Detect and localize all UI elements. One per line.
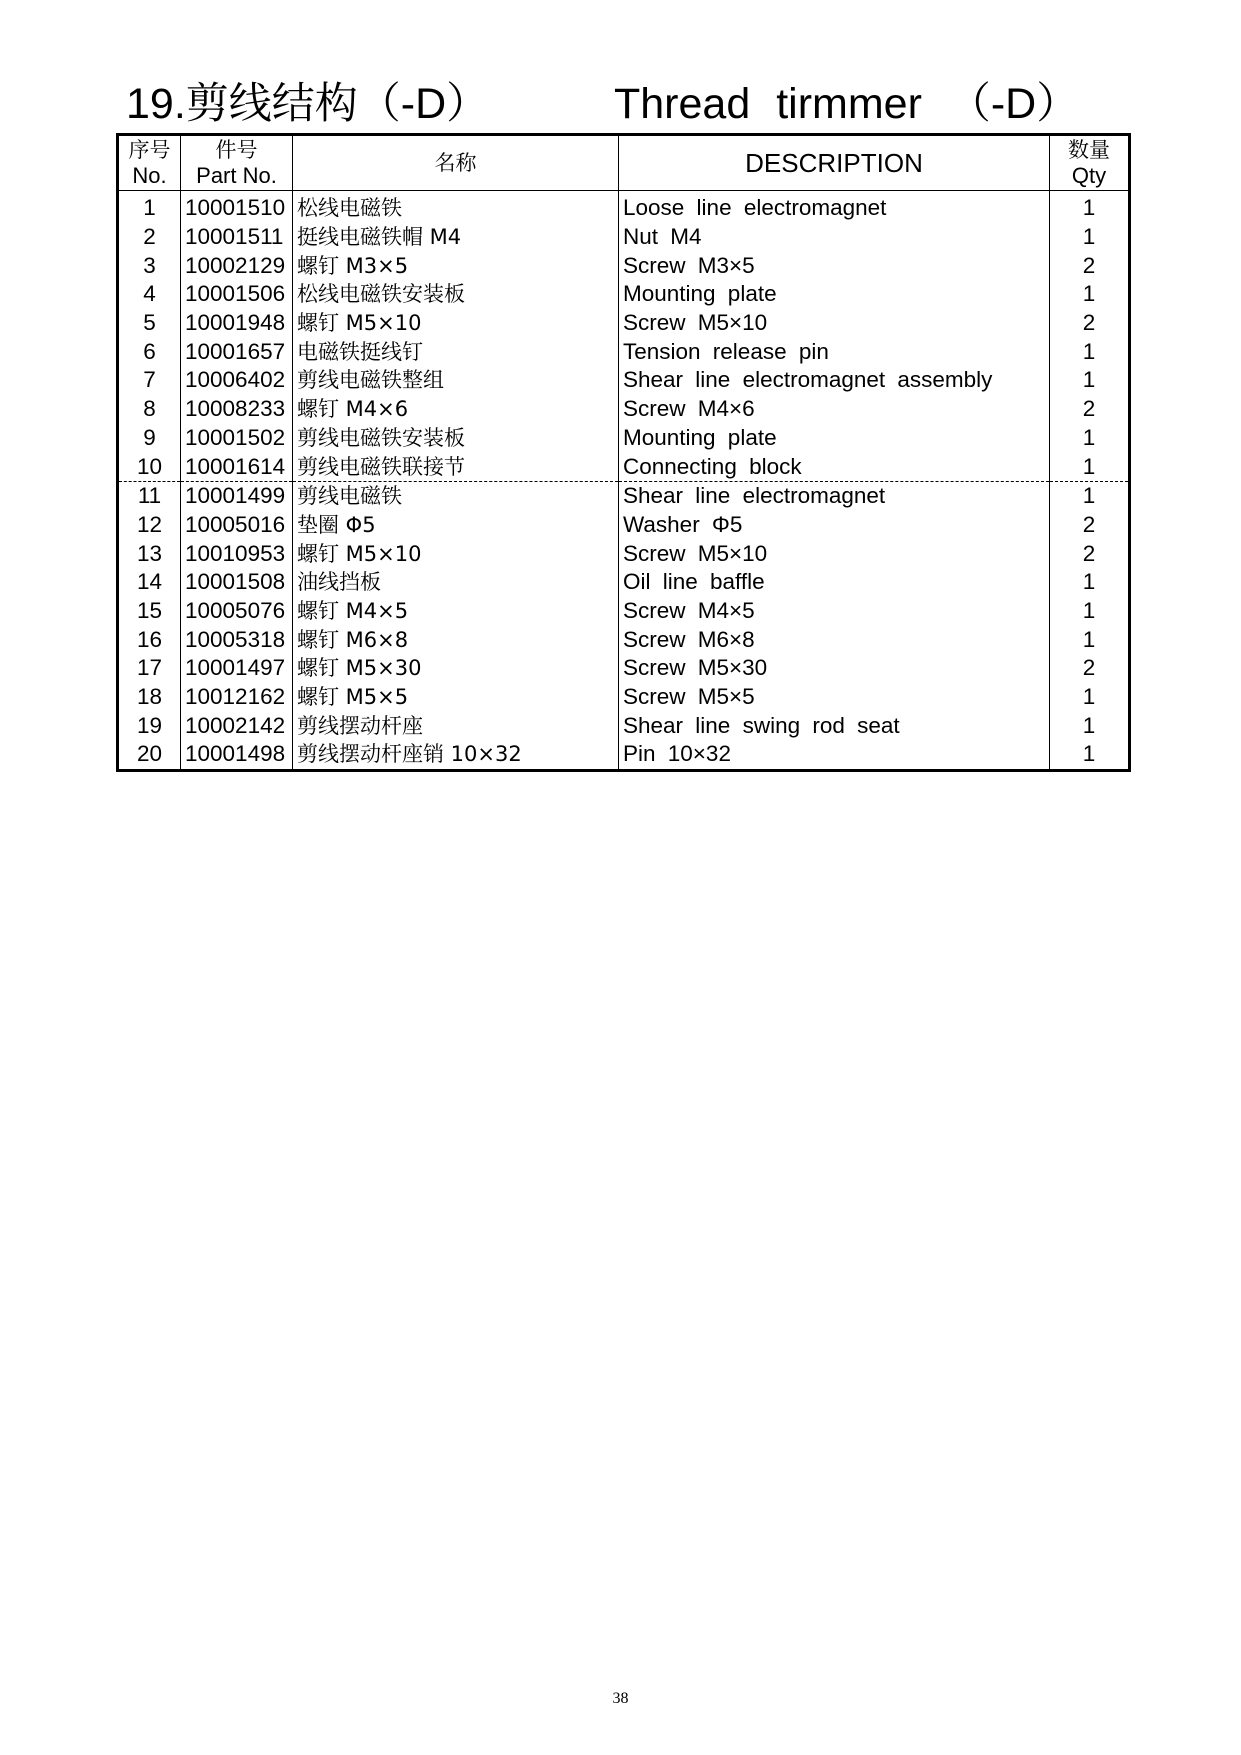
description: Shear line swing rod seat [619, 711, 1050, 740]
part-number: 10001657 [181, 337, 293, 366]
description: Screw M5×30 [619, 654, 1050, 683]
part-number: 10001499 [181, 481, 293, 510]
table-header-row [118, 135, 1130, 191]
part-name-cn: 剪线摆动杆座销 10×32 [293, 740, 619, 770]
description: Tension release pin [619, 337, 1050, 366]
part-name-cn: 剪线电磁铁安装板 [293, 424, 619, 453]
part-name-cn: 剪线电磁铁联接节 [293, 452, 619, 481]
title-english: Thread tirmmer （-D） [614, 80, 1080, 128]
part-number: 10001497 [181, 654, 293, 683]
row-number: 20 [118, 740, 181, 770]
part-number: 10005318 [181, 625, 293, 654]
header-part-cn: 件号 [215, 138, 258, 162]
quantity: 2 [1050, 654, 1130, 683]
row-number: 6 [118, 337, 181, 366]
description: Screw M4×5 [619, 597, 1050, 626]
parts-table-body [118, 191, 1130, 771]
header-no-cn: 序号 [128, 138, 171, 162]
row-number: 12 [118, 511, 181, 540]
part-name-cn: 剪线电磁铁整组 [293, 366, 619, 395]
part-name-cn: 松线电磁铁安装板 [293, 280, 619, 309]
row-number: 13 [118, 539, 181, 568]
table-row [118, 711, 1130, 740]
description: Washer Φ5 [619, 511, 1050, 540]
part-number: 10002129 [181, 251, 293, 280]
quantity: 2 [1050, 251, 1130, 280]
quantity: 1 [1050, 568, 1130, 597]
table-row [118, 191, 1130, 223]
header-description: DESCRIPTION [619, 135, 1050, 191]
part-number: 10002142 [181, 711, 293, 740]
header-part-no [181, 135, 293, 191]
header-qty [1050, 135, 1130, 191]
part-name-cn: 松线电磁铁 [293, 191, 619, 223]
row-number: 5 [118, 309, 181, 338]
part-number: 10001502 [181, 424, 293, 453]
table-row [118, 395, 1130, 424]
part-number: 10012162 [181, 683, 293, 712]
table-row [118, 740, 1130, 770]
table-row [118, 452, 1130, 481]
part-number: 10005076 [181, 597, 293, 626]
quantity: 2 [1050, 395, 1130, 424]
quantity: 1 [1050, 337, 1130, 366]
row-number: 14 [118, 568, 181, 597]
header-no-en: No. [132, 163, 167, 188]
table-row [118, 539, 1130, 568]
part-name-cn: 油线挡板 [293, 568, 619, 597]
description: Screw M4×6 [619, 395, 1050, 424]
row-number: 10 [118, 452, 181, 481]
description: Mounting plate [619, 280, 1050, 309]
row-number: 1 [118, 191, 181, 223]
row-number: 15 [118, 597, 181, 626]
part-number: 10001508 [181, 568, 293, 597]
table-row [118, 309, 1130, 338]
description: Pin 10×32 [619, 740, 1050, 770]
header-no [118, 135, 181, 191]
header-qty-en: Qty [1071, 163, 1107, 188]
description: Screw M5×10 [619, 539, 1050, 568]
table-row [118, 683, 1130, 712]
part-number: 10008233 [181, 395, 293, 424]
description: Shear line electromagnet [619, 481, 1050, 510]
part-name-cn: 剪线摆动杆座 [293, 711, 619, 740]
header-qty-cn: 数量 [1068, 138, 1110, 162]
table-row [118, 568, 1130, 597]
part-name-cn: 螺钉 M5×10 [293, 309, 619, 338]
description: Connecting block [619, 452, 1050, 481]
description: Mounting plate [619, 424, 1050, 453]
table-row [118, 654, 1130, 683]
row-number: 7 [118, 366, 181, 395]
row-number: 18 [118, 683, 181, 712]
description: Screw M3×5 [619, 251, 1050, 280]
part-number: 10001506 [181, 280, 293, 309]
row-number: 16 [118, 625, 181, 654]
part-number: 10001511 [181, 223, 293, 252]
table-row [118, 625, 1130, 654]
parts-table [116, 133, 1131, 772]
description: Nut M4 [619, 223, 1050, 252]
header-name: 名称 [293, 135, 619, 191]
quantity: 1 [1050, 597, 1130, 626]
quantity: 2 [1050, 511, 1130, 540]
description: Screw M6×8 [619, 625, 1050, 654]
quantity: 1 [1050, 481, 1130, 510]
quantity: 1 [1050, 223, 1130, 252]
title-chinese: 19.剪线结构（-D） [126, 80, 490, 128]
quantity: 1 [1050, 711, 1130, 740]
table-row [118, 511, 1130, 540]
quantity: 1 [1050, 191, 1130, 223]
part-number: 10001948 [181, 309, 293, 338]
table-row [118, 597, 1130, 626]
part-name-cn: 螺钉 M4×5 [293, 597, 619, 626]
part-number: 10001498 [181, 740, 293, 770]
table-row [118, 481, 1130, 510]
description: Oil line baffle [619, 568, 1050, 597]
page-number: 38 [612, 1690, 629, 1707]
header-part-en: Part No. [196, 163, 277, 188]
quantity: 2 [1050, 309, 1130, 338]
row-number: 3 [118, 251, 181, 280]
table-row [118, 366, 1130, 395]
part-name-cn: 螺钉 M3×5 [293, 251, 619, 280]
part-name-cn: 螺钉 M5×30 [293, 654, 619, 683]
row-number: 19 [118, 711, 181, 740]
part-name-cn: 挺线电磁铁帽 M4 [293, 223, 619, 252]
description: Shear line electromagnet assembly [619, 366, 1050, 395]
row-number: 9 [118, 424, 181, 453]
quantity: 1 [1050, 740, 1130, 770]
quantity: 1 [1050, 452, 1130, 481]
quantity: 1 [1050, 366, 1130, 395]
row-number: 4 [118, 280, 181, 309]
table-row [118, 251, 1130, 280]
table-row [118, 223, 1130, 252]
quantity: 1 [1050, 280, 1130, 309]
part-name-cn: 螺钉 M5×10 [293, 539, 619, 568]
part-name-cn: 垫圈 Φ5 [293, 511, 619, 540]
part-name-cn: 电磁铁挺线钉 [293, 337, 619, 366]
part-number: 10001614 [181, 452, 293, 481]
part-number: 10001510 [181, 191, 293, 223]
table-row [118, 337, 1130, 366]
part-number: 10010953 [181, 539, 293, 568]
description: Loose line electromagnet [619, 191, 1050, 223]
part-name-cn: 螺钉 M5×5 [293, 683, 619, 712]
part-number: 10006402 [181, 366, 293, 395]
table-row [118, 280, 1130, 309]
quantity: 1 [1050, 683, 1130, 712]
quantity: 2 [1050, 539, 1130, 568]
description: Screw M5×5 [619, 683, 1050, 712]
row-number: 8 [118, 395, 181, 424]
part-name-cn: 剪线电磁铁 [293, 481, 619, 510]
part-name-cn: 螺钉 M4×6 [293, 395, 619, 424]
table-row [118, 424, 1130, 453]
part-number: 10005016 [181, 511, 293, 540]
row-number: 2 [118, 223, 181, 252]
part-name-cn: 螺钉 M6×8 [293, 625, 619, 654]
row-number: 17 [118, 654, 181, 683]
description: Screw M5×10 [619, 309, 1050, 338]
page-title [126, 74, 1126, 134]
quantity: 1 [1050, 424, 1130, 453]
row-number: 11 [118, 481, 181, 510]
quantity: 1 [1050, 625, 1130, 654]
